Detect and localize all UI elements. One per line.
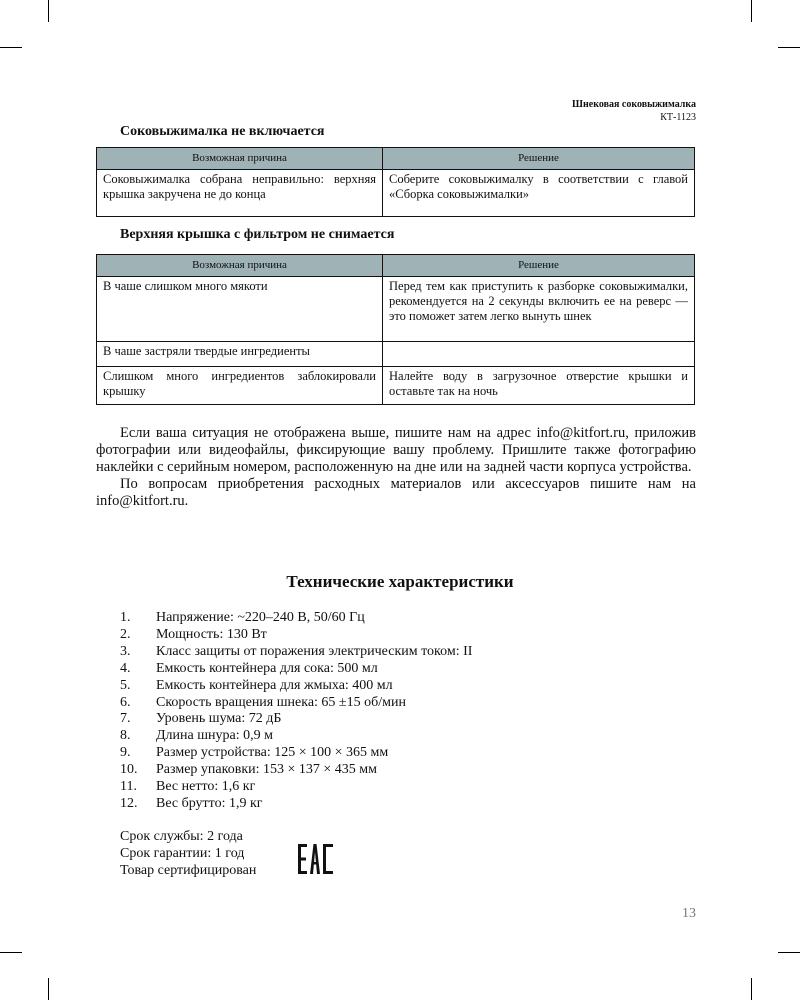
solution-cell: [383, 342, 695, 367]
spec-number: 4.: [120, 660, 131, 676]
crop-mark: [0, 952, 22, 953]
crop-mark: [0, 47, 22, 48]
spec-item: [120, 779, 472, 796]
spec-text: Длина шнура: 0,9 м: [156, 728, 273, 744]
crop-mark: [778, 952, 800, 953]
table-row: [97, 342, 695, 367]
spec-item: [120, 745, 472, 762]
column-header-solution: Решение: [383, 255, 695, 277]
crop-mark: [778, 47, 800, 48]
spec-text: Вес брутто: 1,9 кг: [156, 795, 263, 811]
spec-item: [120, 796, 472, 813]
spec-text: Уровень шума: 72 дБ: [156, 711, 282, 727]
crop-mark: [751, 0, 752, 22]
spec-number: 7.: [120, 711, 131, 727]
crop-mark: [48, 0, 49, 22]
specs-title: Технические характеристики: [286, 572, 514, 591]
spec-number: 8.: [120, 728, 131, 744]
specs-list: [120, 610, 472, 813]
certification-note: Товар сертифицирован: [120, 863, 257, 878]
page-number: 13: [682, 906, 696, 921]
spec-item: [120, 762, 472, 779]
spec-number: 6.: [120, 694, 131, 710]
spec-text: Класс защиты от поражения электрическим током: II: [156, 643, 473, 659]
cause-cell: В чаше застряли твердые ингредиенты: [97, 342, 383, 367]
accessories-paragraph: По вопросам приобретения расходных материалов или аксессуаров пишите нам на info@kitfort.ru.: [96, 476, 696, 509]
spec-number: 11.: [120, 779, 137, 795]
spec-item: [120, 627, 472, 644]
spec-text: Вес нетто: 1,6 кг: [156, 779, 256, 795]
solution-cell: Перед тем как приступить к разборке соковыжималки, рекомендуется на 2 секунды включить ее на реверс — это поможет затем легко вынуть шнек: [383, 277, 695, 342]
eac-mark-icon: [297, 843, 335, 875]
header-title: Шнековая соковыжималка: [572, 99, 696, 110]
spec-number: 12.: [120, 795, 138, 811]
running-header: [572, 98, 696, 124]
contact-text: [96, 425, 696, 510]
service-info: [120, 828, 256, 879]
section-title-lid-stuck: Верхняя крышка с фильтром не снимается: [120, 227, 395, 242]
spec-text: Скорость вращения шнека: 65 ±15 об/мин: [156, 694, 406, 710]
spec-text: Напряжение: ~220–240 В, 50/60 Гц: [156, 610, 365, 625]
spec-item: [120, 610, 472, 627]
spec-item: [120, 695, 472, 712]
column-header-cause: Возможная причина: [97, 255, 383, 277]
crop-mark: [751, 978, 752, 1000]
crop-mark: [48, 978, 49, 1000]
spec-item: [120, 661, 472, 678]
header-model: КТ-1123: [660, 112, 696, 123]
spec-text: Мощность: 130 Вт: [156, 626, 267, 642]
table-row: [97, 367, 695, 405]
spec-text: Размер устройства: 125 × 100 × 365 мм: [156, 745, 389, 761]
solution-cell: Соберите соковыжималку в соответствии с главой «Сборка соковыжималки»: [383, 170, 695, 217]
spec-text: Размер упаковки: 153 × 137 × 435 мм: [156, 762, 378, 778]
cause-cell: Соковыжималка собрана неправильно: верхняя крышка закручена не до конца: [97, 170, 383, 217]
section-title-no-power: Соковыжималка не включается: [120, 124, 325, 139]
troubleshoot-table-no-power: [96, 147, 695, 217]
service-life: Срок службы: 2 года: [120, 829, 243, 844]
spec-item: [120, 644, 472, 661]
table-row: [97, 170, 695, 217]
column-header-cause: Возможная причина: [97, 148, 383, 170]
spec-item: [120, 711, 472, 728]
spec-number: 10.: [120, 762, 138, 778]
table-row: [97, 277, 695, 342]
cause-cell: Слишком много ингредиентов заблокировали крышку: [97, 367, 383, 405]
column-header-solution: Решение: [383, 148, 695, 170]
troubleshoot-table-lid-stuck: [96, 254, 695, 405]
spec-text: Емкость контейнера для сока: 500 мл: [156, 660, 378, 676]
spec-item: [120, 728, 472, 745]
spec-number: 5.: [120, 677, 131, 693]
cause-cell: В чаше слишком много мякоти: [97, 277, 383, 342]
spec-item: [120, 678, 472, 695]
warranty-period: Срок гарантии: 1 год: [120, 846, 245, 861]
spec-text: Емкость контейнера для жмыха: 400 мл: [156, 677, 393, 693]
solution-cell: Налейте воду в загрузочное отверстие крышки и оставьте так на ночь: [383, 367, 695, 405]
spec-number: 2.: [120, 626, 131, 642]
spec-number: 9.: [120, 745, 131, 761]
spec-number: 3.: [120, 643, 131, 659]
spec-number: 1.: [120, 610, 131, 625]
contact-paragraph: Если ваша ситуация не отображена выше, пишите нам на адрес info@kitfort.ru, приложив фотографии или видеофайлы, фиксирующие вашу проблему. Пришлите также фотографию наклейки с серийным номером, расположенную на дне или на задней части корпуса устройства.: [96, 425, 696, 475]
